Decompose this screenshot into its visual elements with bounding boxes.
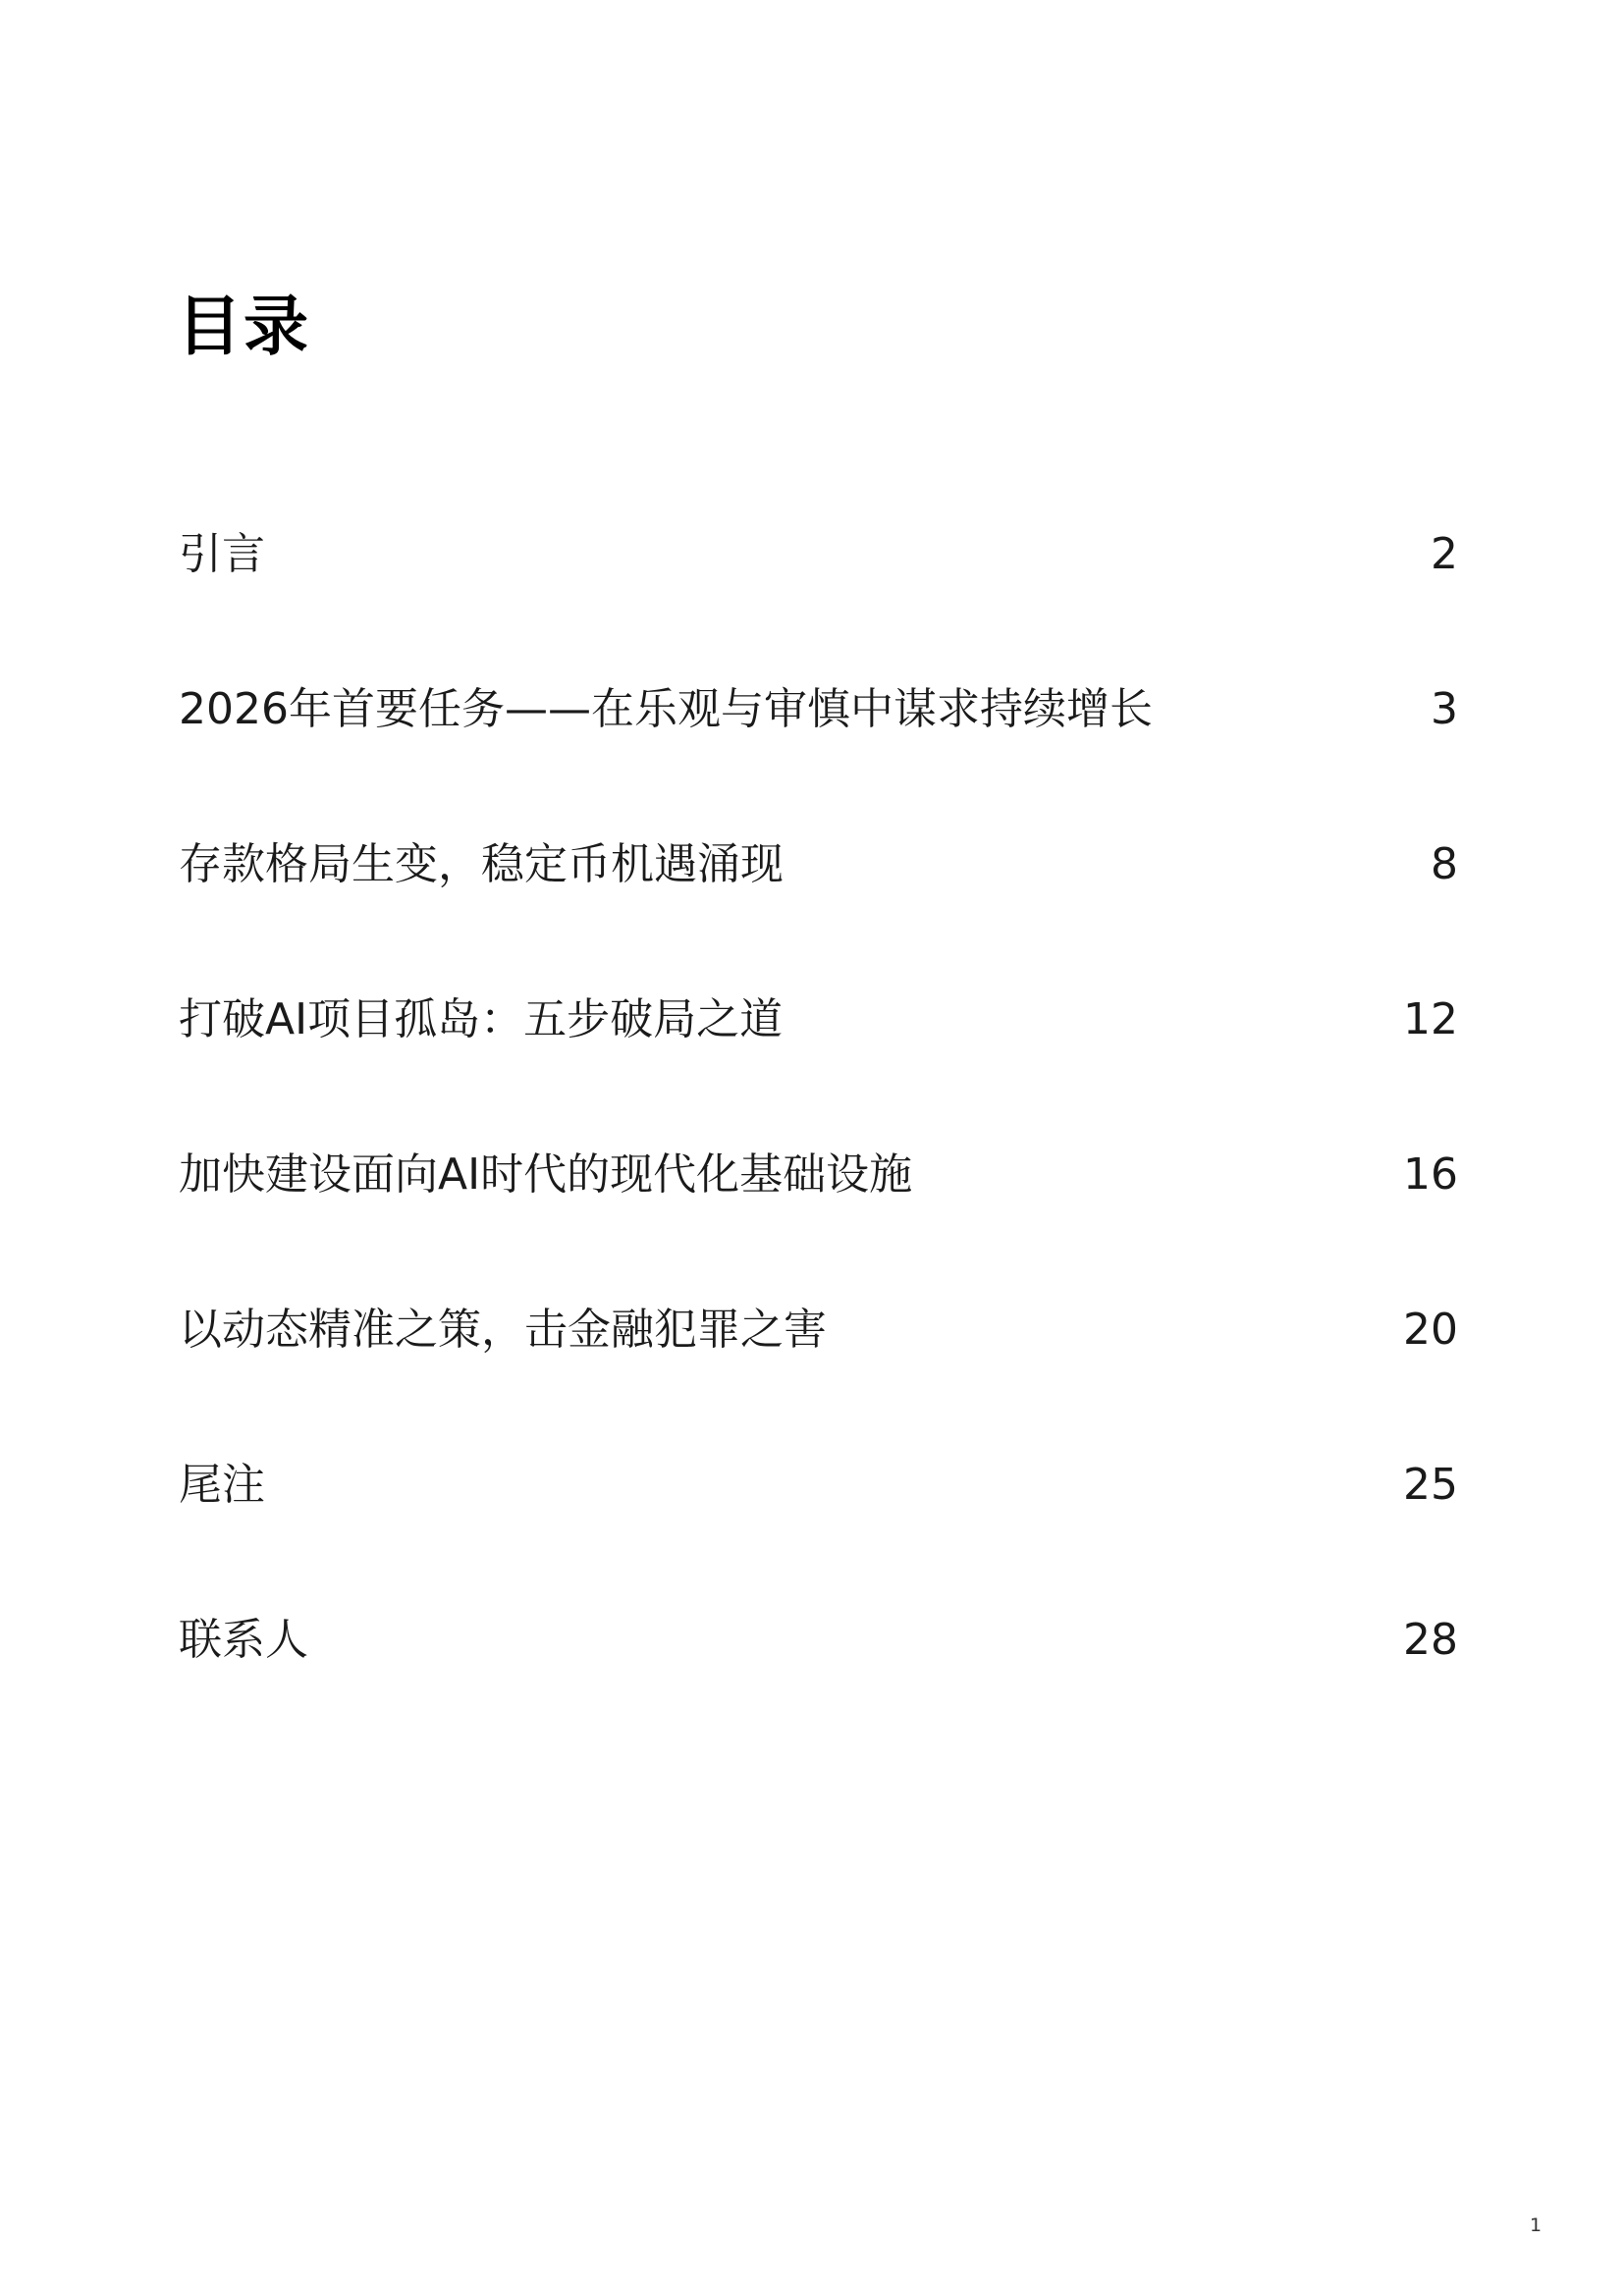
- toc-entry-page: 3: [1431, 684, 1458, 734]
- toc-entry-contacts[interactable]: [179, 1563, 1458, 1718]
- toc-entry-ai-silos[interactable]: [179, 942, 1458, 1097]
- toc-entry-page: 25: [1403, 1460, 1458, 1510]
- table-of-contents: [179, 477, 1458, 1718]
- toc-entry-page: 20: [1403, 1305, 1458, 1355]
- toc-entry-page: 8: [1431, 839, 1458, 889]
- toc-entry-title: 引言: [179, 529, 265, 579]
- toc-entry-title: 加快建设面向AI时代的现代化基础设施: [179, 1149, 913, 1200]
- toc-entry-title: 尾注: [179, 1460, 265, 1510]
- toc-entry-page: 2: [1431, 529, 1458, 579]
- page-number: 1: [1530, 2215, 1543, 2236]
- toc-entry-title: 以动态精准之策，击金融犯罪之害: [179, 1305, 827, 1355]
- toc-entry-title: 存款格局生变，稳定币机遇涌现: [179, 839, 784, 889]
- toc-entry-financial-crime[interactable]: [179, 1253, 1458, 1408]
- toc-entry-title: 联系人: [179, 1615, 308, 1665]
- toc-entry-deposits-stablecoins[interactable]: [179, 787, 1458, 942]
- toc-entry-ai-infrastructure[interactable]: [179, 1097, 1458, 1253]
- page-title: 目录: [177, 289, 310, 364]
- toc-entry-title: 2026年首要任务——在乐观与审慎中谋求持续增长: [179, 684, 1153, 734]
- toc-entry-page: 28: [1403, 1615, 1458, 1665]
- toc-entry-page: 12: [1403, 994, 1458, 1044]
- toc-entry-introduction[interactable]: [179, 477, 1458, 632]
- toc-entry-endnotes[interactable]: [179, 1408, 1458, 1563]
- toc-entry-title: 打破AI项目孤岛：五步破局之道: [179, 994, 784, 1044]
- toc-entry-page: 16: [1403, 1149, 1458, 1200]
- toc-entry-2026-priorities[interactable]: [179, 632, 1458, 787]
